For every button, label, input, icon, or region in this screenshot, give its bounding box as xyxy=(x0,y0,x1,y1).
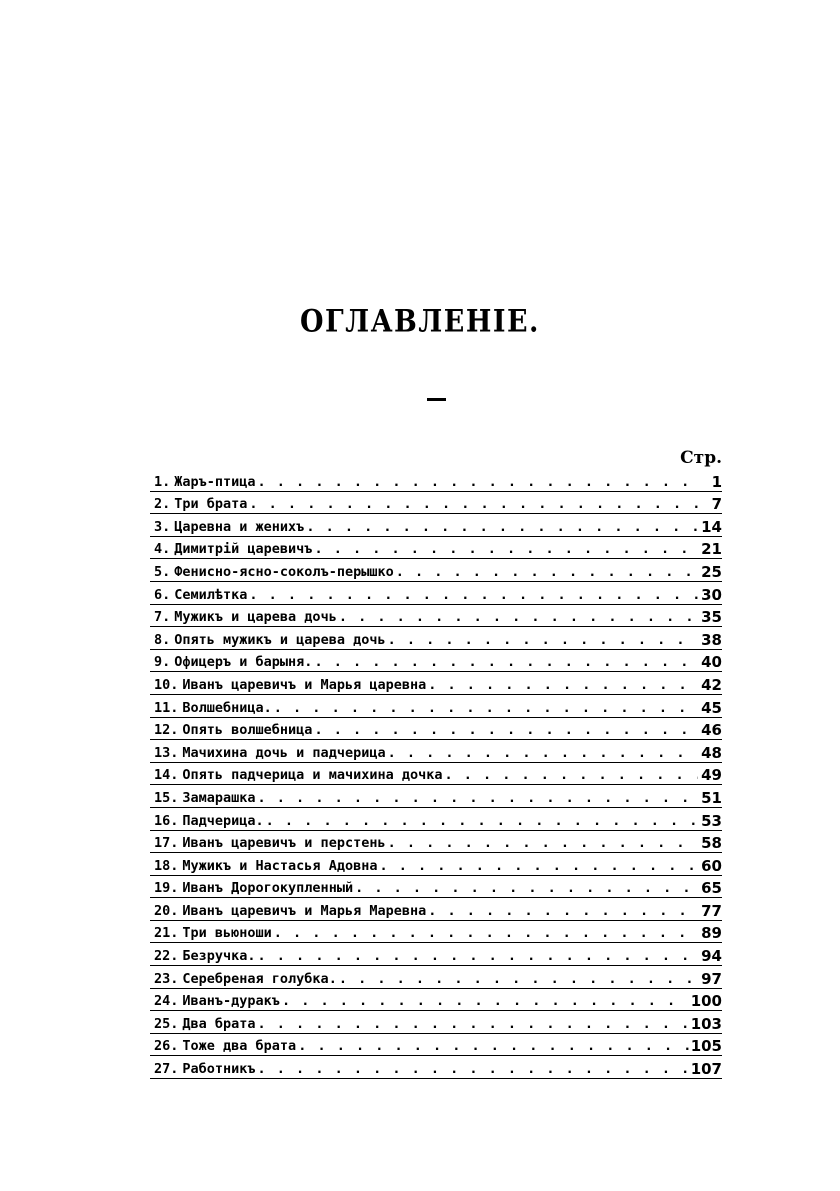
toc-entry-page: 58 xyxy=(701,834,722,853)
toc-entry-title: Падчерица. xyxy=(182,812,264,829)
toc-entry-page: 45 xyxy=(701,698,722,717)
toc-entry-title: Работникъ xyxy=(182,1061,256,1078)
toc-entry[interactable] xyxy=(150,672,722,695)
dot-leader xyxy=(249,496,698,512)
toc-entry[interactable] xyxy=(150,1056,722,1079)
toc-entry-page: 100 xyxy=(690,992,722,1011)
toc-entry-number: 10. xyxy=(154,676,179,693)
toc-entry-page: 48 xyxy=(701,743,722,762)
dot-leader xyxy=(428,677,698,693)
dot-leader xyxy=(388,632,698,648)
toc-entry-title: Иванъ царевичъ и Марья Маревна xyxy=(182,902,427,919)
toc-entry-page: 35 xyxy=(701,608,722,627)
dot-leader xyxy=(298,1038,689,1054)
dot-leader xyxy=(314,722,698,738)
toc-entry[interactable] xyxy=(150,605,722,628)
toc-entry-title: Фениcно-ясно-соколъ-перышко xyxy=(174,563,394,580)
dot-leader xyxy=(258,790,698,806)
toc-entry[interactable] xyxy=(150,469,722,492)
toc-entry-number: 22. xyxy=(154,948,179,965)
toc-entry-title: Иванъ царевичъ и Марья царевна xyxy=(182,676,427,693)
toc-entry-number: 11. xyxy=(154,699,179,716)
dot-leader xyxy=(258,474,698,490)
toc-entry-title: Опять мужикъ и царева дочь xyxy=(174,631,386,648)
toc-entry[interactable] xyxy=(150,763,722,786)
toc-entry-number: 27. xyxy=(154,1061,179,1078)
toc-entry-title: Димитрiй царевичъ xyxy=(174,541,313,558)
table-of-contents xyxy=(150,469,722,1079)
toc-entry-page: 65 xyxy=(701,879,722,898)
toc-entry-number: 1. xyxy=(154,473,171,490)
toc-entry[interactable] xyxy=(150,966,722,989)
toc-entry-title: Три брата xyxy=(174,496,248,513)
toc-entry-number: 18. xyxy=(154,857,179,874)
toc-entry-page: 46 xyxy=(701,721,722,740)
toc-entry-page: 107 xyxy=(690,1060,722,1079)
toc-entry-page: 38 xyxy=(701,630,722,649)
toc-entry-number: 19. xyxy=(154,880,179,897)
toc-entry[interactable] xyxy=(150,740,722,763)
title-separator xyxy=(427,398,446,401)
toc-entry-title: Тоже два брата xyxy=(182,1038,297,1055)
toc-entry-page: 97 xyxy=(701,969,722,988)
toc-entry-title: Мужикъ и Настасья Адовна xyxy=(182,857,378,874)
toc-entry[interactable] xyxy=(150,785,722,808)
toc-entry-number: 6. xyxy=(154,586,171,603)
toc-entry-title: Иванъ-дуракъ xyxy=(182,993,280,1010)
toc-entry-title: Мачихина дочь и падчерица xyxy=(182,744,386,761)
page-column-label: Стр. xyxy=(680,448,722,468)
toc-entry[interactable] xyxy=(150,650,722,673)
toc-entry-number: 26. xyxy=(154,1038,179,1055)
toc-entry-title: Опять падчерица и мачихина дочка xyxy=(182,767,443,784)
dot-leader xyxy=(388,835,698,851)
toc-entry-page: 53 xyxy=(701,811,722,830)
toc-entry-number: 13. xyxy=(154,744,179,761)
dot-leader xyxy=(314,541,698,557)
toc-entry-page: 51 xyxy=(701,788,722,807)
toc-entry[interactable] xyxy=(150,989,722,1012)
toc-entry-page: 103 xyxy=(690,1014,722,1033)
toc-entry-title: Иванъ царевичъ и перстень xyxy=(182,835,386,852)
toc-entry-title: Два брата xyxy=(182,1015,256,1032)
toc-entry-number: 5. xyxy=(154,563,171,580)
page-title: ОГЛАВЛЕНIЕ. xyxy=(300,303,540,340)
toc-entry-number: 12. xyxy=(154,722,179,739)
toc-entry[interactable] xyxy=(150,582,722,605)
toc-entry[interactable] xyxy=(150,1034,722,1057)
dot-leader xyxy=(379,858,698,874)
toc-entry-number: 17. xyxy=(154,835,179,852)
toc-entry-page: 25 xyxy=(701,562,722,581)
dot-leader xyxy=(266,813,698,829)
toc-entry[interactable] xyxy=(150,718,722,741)
dot-leader xyxy=(388,745,698,761)
dot-leader xyxy=(314,654,698,670)
toc-entry-number: 15. xyxy=(154,789,179,806)
dot-leader xyxy=(306,519,698,535)
toc-entry-page: 94 xyxy=(701,947,722,966)
dot-leader xyxy=(428,903,698,919)
toc-entry-page: 30 xyxy=(701,585,722,604)
toc-entry[interactable] xyxy=(150,695,722,718)
toc-entry[interactable] xyxy=(150,808,722,831)
toc-entry-page: 40 xyxy=(701,653,722,672)
toc-entry-title: Три вьюноши xyxy=(182,925,272,942)
toc-entry-title: Замарашка xyxy=(182,789,256,806)
dot-leader xyxy=(258,1016,689,1032)
toc-entry[interactable] xyxy=(150,921,722,944)
toc-entry-title: Семилѣтка xyxy=(174,586,248,603)
toc-entry-title: Мужикъ и царева дочь xyxy=(174,609,337,626)
toc-entry-title: Царевна и женихъ xyxy=(174,518,305,535)
toc-entry[interactable] xyxy=(150,627,722,650)
toc-entry-number: 20. xyxy=(154,902,179,919)
toc-entry-title: Волшебница. xyxy=(182,699,272,716)
toc-entry-page: 89 xyxy=(701,924,722,943)
toc-entry[interactable] xyxy=(150,514,722,537)
toc-entry-number: 16. xyxy=(154,812,179,829)
dot-leader xyxy=(258,948,698,964)
toc-entry-page: 60 xyxy=(701,856,722,875)
dot-leader xyxy=(355,880,698,896)
toc-entry-number: 25. xyxy=(154,1015,179,1032)
toc-entry-number: 2. xyxy=(154,496,171,513)
toc-entry-title: Офицеръ и барыня. xyxy=(174,654,313,671)
dot-leader xyxy=(396,564,698,580)
toc-entry-title: Серебреная голубка. xyxy=(182,970,337,987)
dot-leader xyxy=(258,1061,689,1077)
toc-entry[interactable] xyxy=(150,943,722,966)
toc-entry[interactable] xyxy=(150,831,722,854)
toc-entry-page: 49 xyxy=(701,766,722,785)
toc-entry-page: 105 xyxy=(690,1037,722,1056)
toc-entry-page: 14 xyxy=(701,517,722,536)
dot-leader xyxy=(339,971,698,987)
toc-entry-number: 7. xyxy=(154,609,171,626)
toc-entry[interactable] xyxy=(150,537,722,560)
toc-entry-title: Жаръ-птица xyxy=(174,473,256,490)
toc-entry-page: 77 xyxy=(701,901,722,920)
toc-entry-number: 24. xyxy=(154,993,179,1010)
dot-leader xyxy=(274,700,698,716)
dot-leader xyxy=(249,587,698,603)
toc-entry-number: 8. xyxy=(154,631,171,648)
toc-entry[interactable] xyxy=(150,898,722,921)
toc-entry[interactable] xyxy=(150,492,722,515)
toc-entry-number: 9. xyxy=(154,654,171,671)
toc-entry[interactable] xyxy=(150,853,722,876)
toc-entry-page: 7 xyxy=(711,495,722,514)
toc-entry-page: 1 xyxy=(711,472,722,491)
toc-entry-number: 21. xyxy=(154,925,179,942)
toc-entry-number: 23. xyxy=(154,970,179,987)
dot-leader xyxy=(282,993,689,1009)
toc-entry-title: Иванъ Дорогокупленный xyxy=(182,880,354,897)
toc-entry-number: 3. xyxy=(154,518,171,535)
toc-entry-title: Опять волшебница xyxy=(182,722,313,739)
toc-entry[interactable] xyxy=(150,1011,722,1034)
toc-entry[interactable] xyxy=(150,559,722,582)
toc-entry-page: 21 xyxy=(701,540,722,559)
toc-entry-number: 14. xyxy=(154,767,179,784)
dot-leader xyxy=(274,925,698,941)
dot-leader xyxy=(444,767,698,783)
toc-entry-number: 4. xyxy=(154,541,171,558)
toc-entry-page: 42 xyxy=(701,675,722,694)
toc-entry[interactable] xyxy=(150,876,722,899)
toc-entry-title: Безручка. xyxy=(182,948,256,965)
dot-leader xyxy=(339,609,698,625)
